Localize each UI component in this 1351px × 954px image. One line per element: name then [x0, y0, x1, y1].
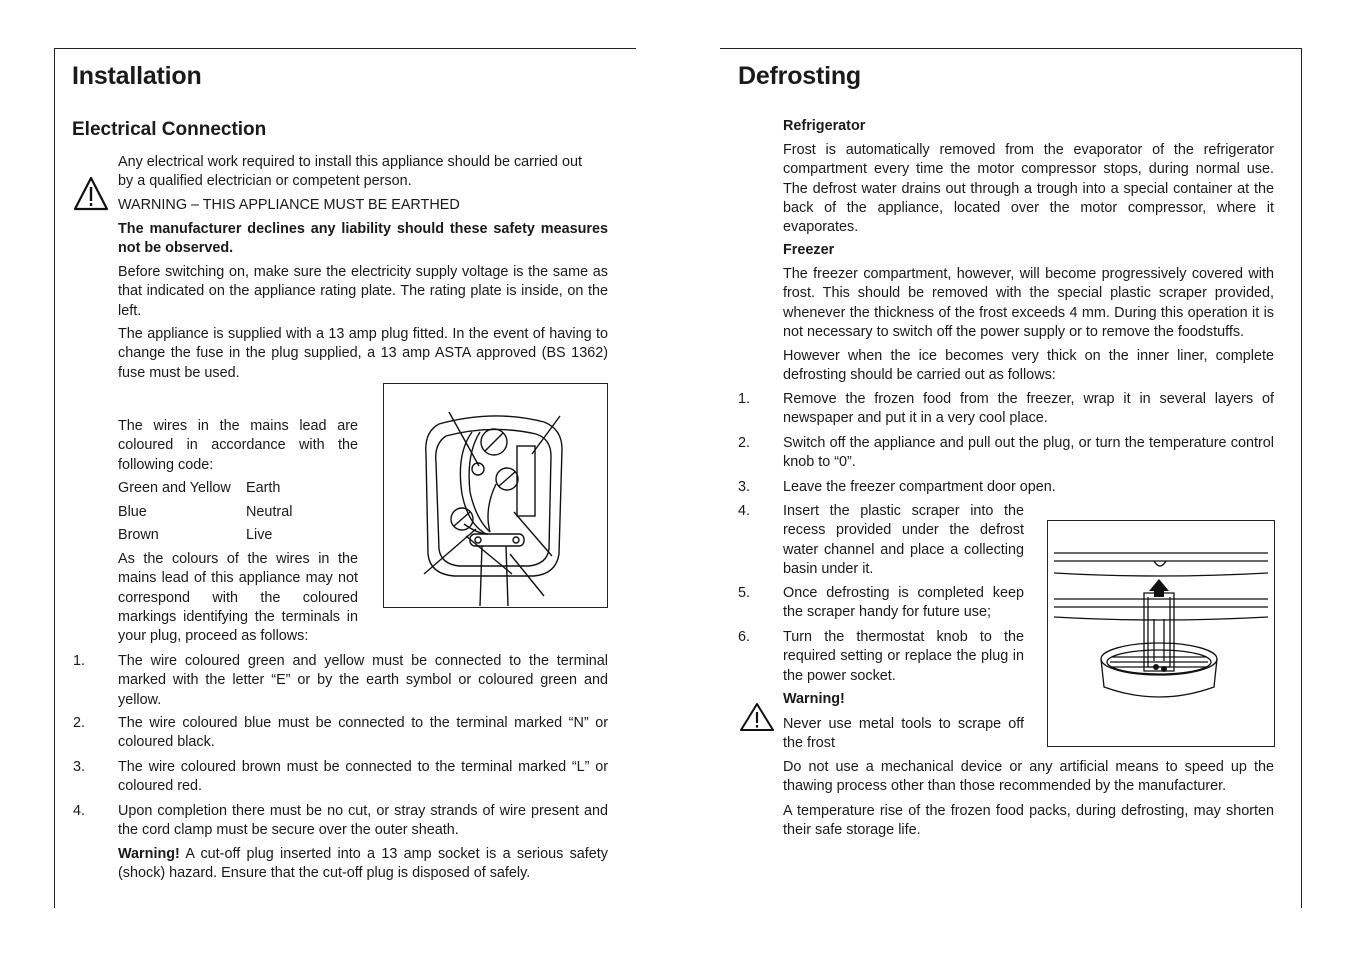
- section-title-electrical: Electrical Connection: [72, 119, 267, 140]
- side-rule-right: [1301, 48, 1302, 908]
- wire-colour: Blue: [118, 504, 147, 520]
- refrigerator-text: Frost is automatically removed from the evaporator of the refrigerator compartment every time the motor compressor stops, during normal use. The defrost water drains out through a trough into a special container at the back of the appliance, located over the motor compressor, where it evaporates.: [783, 142, 1274, 236]
- step-number: 3.: [73, 759, 86, 775]
- wire-function: Neutral: [246, 504, 293, 520]
- top-rule-right: [720, 48, 1302, 49]
- step-text: Leave the freezer compartment door open.: [783, 479, 1056, 495]
- step-text: Once defrosting is completed keep the scraper handy for future use;: [783, 585, 1024, 621]
- step-number: 2.: [738, 435, 751, 451]
- step-text: The wire coloured blue must be connected to the terminal marked “N” or coloured black.: [118, 715, 608, 751]
- step-text: Remove the frozen food from the freezer, wrap it in several layers of newspaper and put it in a very cool place.: [783, 391, 1274, 427]
- plug-wiring-illustration: [384, 384, 607, 607]
- warning-label: Warning!: [118, 846, 180, 862]
- wire-colour: Green and Yellow: [118, 480, 231, 496]
- wire-colour: Brown: [118, 527, 159, 543]
- warning-earthed-heading: WARNING – THIS APPLIANCE MUST BE EARTHED: [118, 197, 460, 213]
- warning-heading: Warning!: [783, 691, 845, 707]
- colours-note-text: As the colours of the wires in the mains lead of this appliance may not correspond with the coloured markings identifying the terminals in your plug, proceed as follows:: [118, 551, 358, 645]
- side-rule-left: [54, 48, 55, 908]
- warning-text: Never use metal tools to scrape off the frost: [783, 716, 1024, 752]
- step-number: 3.: [738, 479, 751, 495]
- step-text: Turn the thermostat knob to the required setting or replace the plug in the power socket.: [783, 629, 1024, 684]
- wire-function: Live: [246, 527, 273, 543]
- step-number: 4.: [73, 803, 86, 819]
- step-number: 4.: [738, 503, 751, 519]
- step-number: 2.: [73, 715, 86, 731]
- refrigerator-heading: Refrigerator: [783, 118, 866, 134]
- top-rule-left: [54, 48, 636, 49]
- wire-function: Earth: [246, 480, 281, 496]
- step-number: 1.: [73, 653, 86, 669]
- intro-text: Any electrical work required to install this appliance should be carried out by a qualified electrician or competent person.: [118, 154, 582, 190]
- plug-text: The appliance is supplied with a 13 amp plug fitted. In the event of having to change the fuse in the plug supplied, a 13 amp ASTA approved (BS 1362) fuse must be used.: [118, 326, 608, 381]
- page-title-defrosting: Defrosting: [738, 62, 862, 90]
- note-temperature-rise: A temperature rise of the frozen food packs, during defrosting, may shorten their safe storage life.: [783, 803, 1274, 839]
- step-number: 1.: [738, 391, 751, 407]
- page-title-installation: Installation: [72, 62, 202, 90]
- note-mechanical-device: Do not use a mechanical device or any artificial means to speed up the thawing process other than those recommended by the manufacturer.: [783, 759, 1274, 795]
- step-text: Switch off the appliance and pull out the plug, or turn the temperature control knob to “0”.: [783, 435, 1274, 471]
- cut-off-plug-warning: [118, 845, 608, 884]
- wires-intro-text: The wires in the mains lead are coloured in accordance with the following code:: [118, 418, 358, 473]
- liability-text: The manufacturer declines any liability should these safety measures not be observed.: [118, 221, 608, 257]
- step-text: Upon completion there must be no cut, or stray strands of wire present and the cord clamp must be secure over the outer sheath.: [118, 803, 608, 839]
- freezer-text: The freezer compartment, however, will become progressively covered with frost. This should be removed with the special plastic scraper provided, whenever the thickness of the frost exceeds 4 mm. During this operation it is not necessary to switch off the power supply or to remove the foodstuffs.: [783, 266, 1274, 340]
- step-text: The wire coloured brown must be connected to the terminal marked “L” or coloured red.: [118, 759, 608, 795]
- plug-wiring-figure: [383, 383, 608, 608]
- freezer-heading: Freezer: [783, 242, 835, 258]
- voltage-text: Before switching on, make sure the electricity supply voltage is the same as that indicated on the appliance rating plate. The rating plate is inside, on the left.: [118, 264, 608, 319]
- step-text: The wire coloured green and yellow must be connected to the terminal marked with the letter “E” or by the earth symbol or coloured green and yellow.: [118, 653, 608, 708]
- warning-text: A cut-off plug inserted into a 13 amp socket is a serious safety (shock) hazard. Ensure that the cut-off plug is disposed of safely.: [118, 846, 608, 882]
- step-number: 5.: [738, 585, 751, 601]
- freezer-text-2: However when the ice becomes very thick on the inner liner, complete defrosting should be carried out as follows:: [783, 348, 1274, 384]
- warning-triangle-icon: [73, 176, 109, 212]
- defrost-scraper-figure: [1047, 520, 1275, 747]
- defrost-scraper-illustration: [1048, 521, 1274, 746]
- step-number: 6.: [738, 629, 751, 645]
- warning-triangle-icon: [739, 703, 775, 731]
- step-text: Insert the plastic scraper into the recess provided under the defrost water channel and place a collecting basin under it.: [783, 503, 1024, 577]
